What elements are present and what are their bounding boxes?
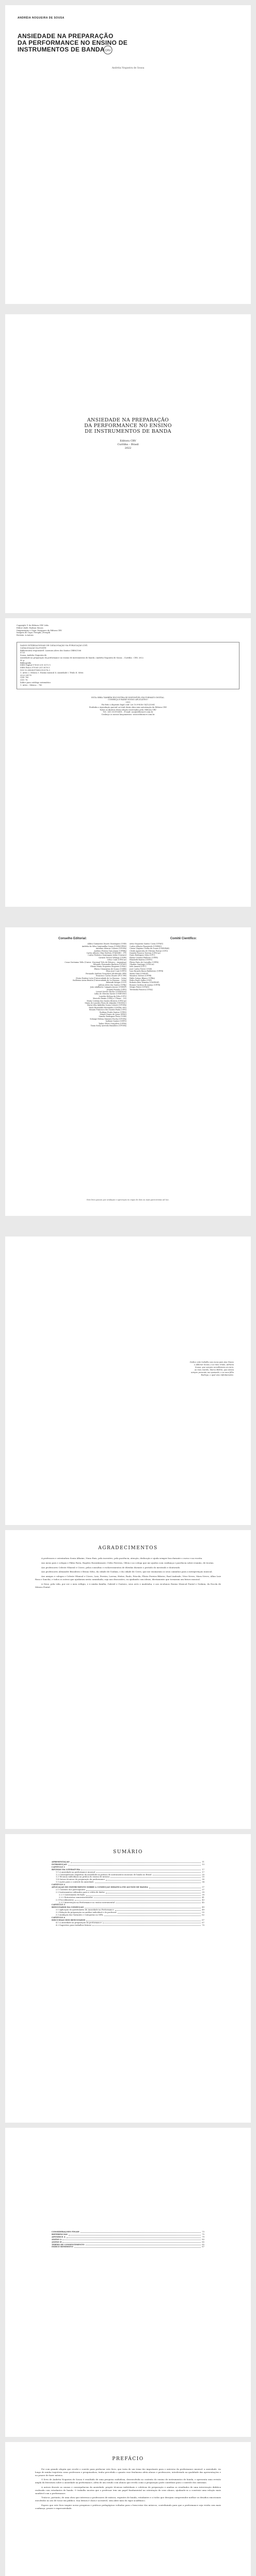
- toc-entry-page: 79: [202, 2235, 204, 2238]
- committee-member: Rosane Cardoso de Araújo (UFPR): [130, 984, 161, 986]
- cover-author: ANDRÉIA NOGUEIRA DE SOUSA: [18, 16, 65, 20]
- council-member: Maria de Lourdes Pinto de Almeida (UNOESC): [85, 1002, 126, 1004]
- toc-entry-page: 34: [202, 1881, 204, 1884]
- toc-entry-label: CAPÍTULO 3: [52, 1904, 65, 1906]
- toc-entry-page: 49: [202, 1909, 204, 1911]
- toc-entry-label: REVISÃO DA LITERATURA: [52, 1868, 81, 1871]
- toc-entry-label: CAPÍTULO 2: [52, 1884, 65, 1886]
- council-member: Josania Portela (UFPI): [106, 988, 126, 991]
- toc-entry-page: 13: [202, 1863, 204, 1866]
- cip-line: Bibliografia: [20, 662, 31, 664]
- committee-member: Maria Gatti (UNESP): [130, 972, 149, 975]
- cip-line: 2022-28178: [20, 674, 31, 676]
- legal-line: Foi feito o depósito legal conf. Lei 10.994 de 14/12/2004: [101, 703, 155, 706]
- toc-page-continued: [5, 2128, 251, 2437]
- toc-leader-dots: [69, 2233, 201, 2235]
- council-member: Helmuth Krüger (UCP): [106, 981, 126, 984]
- toc-leader-dots: [104, 1914, 201, 1916]
- toc-page: [5, 1834, 251, 2123]
- toc-entry-label: 3.2 Relação da preparação na análise individual e do professor: [56, 1911, 117, 1914]
- toc-entry-label: 2.3 Procedimentos: [56, 1899, 74, 1901]
- council-member: Lourdes Helena da Silva (UFV): [99, 995, 126, 997]
- council-member: Andréia da Silva Quintanilha Sousa (UNIR/UFRN): [82, 945, 126, 947]
- cover-title-line: ANSIEDADE NA PREPARAÇÃO: [18, 32, 114, 40]
- toc-leader-dots: [95, 1881, 201, 1883]
- cip-line: DADOS INTERNACIONAIS DE CATALOGAÇÃO NA PUBLICAÇÃO (CIP): [20, 644, 88, 647]
- council-member: Leonel Severo Rocha (UNISINOS): [96, 990, 126, 993]
- copyright-line: Copyright © da Editora CRV Ltda.: [17, 624, 49, 626]
- toc-leader-dots: [103, 1922, 201, 1924]
- council-member: Simone Rodrigues Pinto (UNB): [99, 1015, 126, 1018]
- toc-leader-dots: [85, 1906, 201, 1908]
- committee-member: Roberto Reis Teixeira (UNIFESP): [130, 981, 159, 984]
- legal-line: 2022: [125, 701, 131, 704]
- catalog-page: [5, 618, 251, 907]
- toc-leader-dots: [68, 1863, 201, 1866]
- preface-heading: PREFÁCIO: [112, 2456, 144, 2462]
- paragraph: A Deus, pela vida, por ser o meu refúgio, e à minha família, Gabriel e Gustavo, seus avós e madrinha, e aos ex-alunos Ensino Musical Pontal e Goiânia, da Escola de Música Pontal.: [35, 1582, 221, 1588]
- legal-line: Conheça os nossos lançamentos: www.editoracrv.com.br: [101, 714, 155, 716]
- publisher-name: Editora CRV: [120, 439, 136, 443]
- legal-line: Todos os direitos desta edição reservados pela: Editora CRV: [100, 708, 156, 711]
- toc-entry-page: 55: [202, 1911, 204, 1914]
- cover-page: [5, 5, 251, 304]
- toc-leader-dots: [81, 2231, 201, 2233]
- council-member: Rodrigo Pratte-Santos (UFES): [100, 1011, 126, 1013]
- toc-entry-label: 1.3 Técnicas individuais na prática do ensino de música: [56, 1876, 110, 1878]
- catalog-credit-line: Imagem de Capa: Freepik | Freepik: [17, 632, 50, 634]
- council-member: Sydione Santos (UEPG): [105, 1020, 126, 1023]
- toc-leader-dots: [86, 1894, 201, 1896]
- editorial-council-column: [19, 938, 126, 1027]
- committee-member: Pedro Paulo Salles (USP): [130, 979, 152, 981]
- cover-title-line: DA PERFORMANCE NO ENSINO DE: [18, 39, 128, 46]
- toc-entry-label: 2.2.1 Questionário fechado: [59, 1893, 85, 1896]
- toc-entry-label: INTRODUÇÃO: [52, 1863, 67, 1866]
- committee-member: Inês Amaral (UFU): [130, 965, 147, 968]
- cip-line: 1. Artes – Música – 780: [20, 684, 42, 686]
- toc-entry-label: CAPÍTULO 1: [52, 1866, 65, 1868]
- dedication-line: Rodrigo, o qual amo infinitamente.: [201, 1374, 234, 1376]
- toc-heading: SUMÁRIO: [113, 1850, 143, 1855]
- toc-leader-dots: [118, 1911, 201, 1913]
- toc-entry-page: 87: [202, 2246, 204, 2248]
- editorial-council-page: [5, 927, 251, 1216]
- toc-leader-dots: [67, 2236, 201, 2238]
- cip-line: S725: [20, 652, 25, 654]
- toc-entry-label: 3.1 Aplicação do questionário de Ansiedade na Performance: [56, 1909, 114, 1911]
- toc-entry-page: 20: [202, 1873, 204, 1876]
- toc-leader-dots: [86, 1919, 201, 1921]
- toc-entry-label: ANEXO A: [52, 2238, 62, 2241]
- scientific-committee-heading: Comitê Científico:: [170, 937, 197, 940]
- cip-line: ISBN Físico 978-65-251-3076-3: [20, 667, 50, 669]
- council-member: Élsio José Corá (UFFS): [106, 970, 126, 973]
- cip-line: Ansiedade na preparação da performance no ensino de instrumentos de banda / Andréia Nogueira de Sousa – Curitiba : CRV, 2022.: [20, 656, 144, 659]
- paragraph: A autora discute as causas e consequências da ansiedade, propõe técnicas individuais e coletivas de preparação e analisa os resultados de uma intervenção didática realizada com estudantes de banda. O trabalho mostra que o professor tem um papel fundamental na orientação de seus alunos, ajudando-os a construir uma relação mais saudável com a performance.: [35, 2485, 221, 2495]
- toc-entry-label: 1.4 Outras técnicas de preparação da performance: [56, 1878, 105, 1881]
- toc-leader-dots: [106, 1891, 201, 1893]
- toc-leader-dots: [81, 1869, 201, 1871]
- paragraph: Aos professores Alexandre Brasileiro e Bruno Silva, da cidade de Goiânia, e da cidade de Ceres, que me ensinaram os seus caminhos para a interpretação musical.: [41, 1570, 213, 1573]
- toc-leader-dots: [71, 1861, 201, 1863]
- committee-member: Terezinha Fonseca (UFAL): [130, 988, 153, 991]
- council-member: Cesar Gerónimo Tello (Univer .Nacional Três de Febrero – Argentina): [65, 961, 126, 963]
- toc-entry-page: 39: [202, 1891, 204, 1893]
- council-member: Anselmo Alencar Colares (UFOPA): [95, 947, 126, 950]
- cip-line: CATALOGAÇÃO NA FONTE: [20, 647, 46, 649]
- committee-member: Pablo Sotuyo Blanco (UFBA): [130, 977, 155, 979]
- committee-member: Dario Rodrigues Silva (UFU): [130, 954, 155, 957]
- cip-line: CDD 780: [20, 676, 29, 679]
- toc-entry-page: 75: [202, 2233, 204, 2235]
- cover-author-footer: Andréia Nogueira de Sousa: [111, 67, 145, 70]
- catalog-credits: [17, 627, 239, 637]
- council-member: Maria Cristina dos Santos Bezerra (UFSCar): [87, 999, 126, 1002]
- committee-member: Luiz Ricardo Basso Ballestero (UFPR): [130, 970, 164, 973]
- catalog-credit-line: Revisão: A Autora: [17, 634, 34, 637]
- dedication-line: e Aldenor Sousa, e ao meu irmão, Adriano: [194, 1364, 234, 1366]
- council-member: Carlos Alberto Vilar Estêvão (UMINHO – PT): [86, 952, 126, 955]
- toc-entry-label: ANEXO B: [52, 2241, 62, 2243]
- toc-entry-page: 73: [202, 2231, 204, 2233]
- toc-leader-dots: [116, 1902, 201, 1904]
- dedication-line: sempre presente me apoiando, e ao meu filho: [190, 1371, 234, 1374]
- council-member: Maria Lília Imbiriba Sousa Colares (UFOPA): [87, 1004, 126, 1007]
- editorial-council-heading: Conselho Editorial:: [58, 937, 87, 940]
- toc-entry-label: CONSIDERAÇÕES FINAIS: [52, 2231, 79, 2233]
- cip-line: 1. Artes 2. Música 3. Ensino musical 4. Ansiedade I. Título II. Série.: [20, 671, 84, 674]
- council-member: Lídia de Oliveira Xavier (UNIEURO): [94, 993, 126, 995]
- toc-entry-label: CAPÍTULO 4: [52, 1916, 65, 1919]
- toc-entry-page: 67: [202, 1921, 204, 1924]
- title-line: DE INSTRUMENTOS DE BANDA: [85, 429, 171, 434]
- cip-line: Bibliotecária responsável: Luzenira Alves dos Santos CRB9/1506: [20, 649, 82, 652]
- dedication-text: [157, 1361, 234, 1377]
- paragraph: Aos professores Celeste Nhiaval e Cícero, pelas consultas e esclarecimentos de dúvidas durante o período do mestrado e doutorado.: [41, 1566, 181, 1569]
- cip-line: Índice para catálogo sistemático: [20, 681, 51, 684]
- council-member: Tadeu Oliver Gonçalves (UFPA): [99, 1022, 126, 1025]
- toc-entry-label: ÍNDICE REMISSIVO: [52, 2246, 73, 2248]
- cip-line: ISBN Digital 978-65-251-3072-5: [20, 664, 51, 667]
- toc-entry-page: 25: [202, 1876, 204, 1878]
- legal-notice: [17, 697, 239, 716]
- paragraph: Trata-se, portanto, de uma obra que interessa a professores de música, regentes de banda, estudantes e a todos que desejam compreender melhor os desafios emocionais envolvidos no ato de tocar em público. Sua leitura é clara e acessível, sem abrir mão do rigor acadêmico.: [35, 2496, 221, 2502]
- publisher-logo-icon: [103, 45, 113, 55]
- toc-entry-page: 37: [202, 1886, 204, 1889]
- toc-leader-dots: [96, 1871, 201, 1873]
- council-member: Eduardo Fernandes Barbosa (UFMG): [93, 963, 126, 966]
- committee-member: Elizabeth Bairros (UEPG): [130, 959, 152, 961]
- council-member: Francisco Carlos Duarte (PUC-PR): [95, 975, 126, 977]
- committee-member: Cleide Aparecida de Oliveira Ferrari (UFG): [130, 950, 168, 952]
- peer-review-note: Este livro passou por avaliação e aprovação às cegas de dois ou mais pareceristas ad hoc.: [87, 1199, 169, 1201]
- title-page-title: [5, 417, 251, 434]
- toc-entry-page: 39: [202, 1893, 204, 1896]
- scientific-committee-column: [130, 938, 237, 1027]
- committee-member: Eliane Cristina Pinheiro (UFPR): [130, 956, 158, 959]
- preface-page: [5, 2442, 251, 2576]
- committee-member: Mauricio Dottori (UFPR): [130, 975, 152, 977]
- council-member: Carlos Federico Dominguez Avila (Unieuro): [88, 954, 126, 957]
- council-member: Paulo Romualdo Hernandes (UNIFAL-MG): [89, 1006, 126, 1009]
- toc-leader-dots: [62, 2241, 201, 2243]
- toc-entry-page: 41: [202, 1896, 204, 1899]
- cip-line: DOI 10.24824/978652513076.3: [20, 669, 50, 671]
- cover-title-line: INSTRUMENTOS DE BANDA: [18, 46, 105, 53]
- council-member: Elione Maria Nogueira Diogenes (UFAL): [90, 965, 126, 968]
- dedication-page: [5, 1236, 251, 1525]
- council-member: João Adalberto Campato Junior (UNESP): [90, 986, 126, 989]
- title-page-publisher: [5, 439, 251, 450]
- paragraph: Aos meus pais e colegas e Fábio Paiva, Rogério Rosenkranzer, Clelio Ferreira, Olívia e ao colega que me ajudou com confiança e paciência sobre reunião, de teorias.: [41, 1561, 214, 1564]
- cover-title: [18, 33, 172, 53]
- toc-entry-label: REFERÊNCIAS: [52, 2233, 68, 2235]
- council-member: Jailson Alves dos Santos (UFRJ): [98, 984, 126, 986]
- toc-entry-page: 17: [202, 1871, 204, 1873]
- toc-entry-label: APRESENTAÇÃO: [52, 1861, 70, 1863]
- council-member: Solange Helena Ximenes-Rocha (UFOPA): [90, 1018, 126, 1020]
- committee-member: Cássia Virgínia Coelho de Souza (UNESPAR): [130, 947, 169, 950]
- title-page: [5, 314, 251, 613]
- cip-line: CDU 78: [20, 679, 28, 682]
- toc-entry-label: 1.1 A ansiedade na performance musical: [56, 1871, 95, 1873]
- toc-entry-page: 85: [202, 2243, 204, 2246]
- toc-entry-page: 43: [202, 1899, 204, 1901]
- toc-leader-dots: [92, 1924, 201, 1926]
- cip-line: Sousa, Andréia Nogueira de: [20, 654, 47, 657]
- toc-entry-label: 2.1 Contexto dos participantes: [56, 1888, 86, 1891]
- toc-entry-label: 4.1 A ansiedade na preparação da performance: [56, 1921, 102, 1924]
- toc-entry-page: 83: [202, 2238, 204, 2241]
- dedication-line: Sousa, que sempre acreditaram em mim,: [195, 1366, 234, 1368]
- council-member: Carmen Tereza Velanga (UNIR): [98, 956, 126, 959]
- toc-entry-label: 4.2 Sugestões para trabalhos futuros: [56, 1924, 92, 1926]
- toc-entry-label: APÊNDICE A: [52, 2235, 66, 2238]
- toc-entry-page: 11: [202, 1861, 204, 1863]
- council-member: Celso Conti (UFSCar): [107, 959, 126, 961]
- legal-line: CONHEÇA E BAIXE NOSSO APLICATIVO!: [108, 699, 148, 701]
- council-member: Gloria Fariñas León (Universidade de La Havana – Cuba): [75, 977, 126, 979]
- toc-entry-page: 70: [202, 1924, 204, 1926]
- cip-box: [17, 642, 239, 689]
- council-member: Antônio Pereira Gaio Júnior (UFRRJ): [94, 950, 126, 952]
- committee-member: Daniela Fonseca Torrens (UFSCar): [130, 952, 161, 955]
- council-member: Fernando Antônio Gonçalves Alcoforado (IPB): [85, 972, 126, 975]
- council-member: Marcelo Paixão (UFRJ e UTexas – US): [92, 997, 126, 1000]
- council-member: Sérgio Nunes de Jesus (IFRO): [100, 1013, 126, 1015]
- toc-entry-label: APLICAÇÃO DO INSTRUMENTO SOBRE A CONDUÇÃO DIDÁTICA EM ALUNOS DE BANDA: [52, 1886, 148, 1889]
- committee-member: Carlos Alberto Figueiredo (UNIRIO): [130, 945, 162, 947]
- toc-entry-page: 67: [202, 1919, 204, 1921]
- paragraph: Aos amigos e colegas e Celeste Nhiaval e Cícero, Luiz, Pereira, Lorena, Heitor, Paulo, Priscila, Flávio Pereira Ribeiro, Raul Andrade, Vitor Neves, Mara Neves, Allan Luiz Rosa e Sancha, e todos os outros que ajudaram nesta caminhada, seja nas discussões, ou ajudando com ideias, diretamente que tornaram um futuro musical.: [35, 1575, 221, 1581]
- toc-entry-label: 2.2.2 Entrevistas semiestruturadas: [59, 1896, 93, 1899]
- dedication-line: Dedico este trabalho aos meus pais Ana Naves: [189, 1361, 234, 1363]
- paragraph: O livro de Andréia Nogueira de Sousa é resultado de uma pesquisa cuidadosa, desenvolvida no contexto do ensino de instrumentos de banda, e apresenta uma revisão ampla da literatura sobre a ansiedade na performance, além de um estudo com alunos que revela como a preparação pode contribuir para o controle dos sintomas.: [35, 2478, 221, 2484]
- toc-leader-dots: [149, 1886, 201, 1888]
- paragraph: Foi com grande alegria que recebi o convite para prefaciar este livro, que trata de um tema tão importante para o universo da performance musical: a ansiedade. Ao longo de minha trajetória como professora e pesquisadora, tenho percebido o quanto esse fenômeno afeta alunos e professores, interferindo na qualidade das apresentações e no prazer de fazer música.: [35, 2468, 221, 2477]
- title-line: ANSIEDADE NA PREPARAÇÃO: [87, 417, 169, 423]
- title-line: DA PERFORMANCE NO ENSINO: [84, 423, 172, 429]
- toc-entry-label: 3.3 Avaliação das Variantes e Categorias no MPA: [56, 1914, 103, 1917]
- toc-entry-label: 2.2 Instrumentos utilizados para a coleta de dados: [56, 1891, 105, 1893]
- toc-entry-label: RESULTADOS DA CONDUÇÃO: [52, 1906, 84, 1909]
- publication-year: 2022: [124, 447, 132, 450]
- toc-leader-dots: [86, 1889, 201, 1891]
- catalog-credit-line: Editor-chefe: Railson Moura: [17, 626, 43, 629]
- council-member: Guillermo Arias Beatón (Universidade de La Havana – Cuba): [72, 979, 126, 981]
- toc-entry-page: 30: [202, 1878, 204, 1881]
- committee-member: Sérgio Freire (UFMG): [130, 986, 150, 989]
- council-member: Tania Suely Azevedo Brasileiro (UFOPA): [90, 1025, 126, 1027]
- publisher-city: Curitiba – Brasil: [117, 443, 139, 446]
- toc-leader-dots: [62, 2239, 201, 2241]
- acknowledgments-page: [5, 1530, 251, 1829]
- committee-member: José Carlos Freire (UNB): [130, 968, 152, 970]
- toc-leader-dots: [94, 1896, 201, 1899]
- toc-entry-label: 1.2 Consequências negativas da ansiedade na prática de instrumentos musicais de banda no Brasil: [56, 1873, 152, 1876]
- dedication-line: ao meu marido, Marco Bellini, que estava: [194, 1369, 234, 1371]
- toc-entry-page: 17: [202, 1868, 204, 1871]
- council-member: Renato Francisco dos Santos Paula (UFG): [89, 1009, 126, 1011]
- acknowledgments-heading: AGRADECIMENTOS: [98, 1546, 158, 1551]
- legal-line: ESTA OBRA TAMBÉM ENCONTRA-SE DISPONÍVEL EM FORMATO DIGITAL.: [91, 696, 165, 699]
- legal-line: Tel.: (41) 3039-6418 – E-mail: sac@editoracrv.com.br: [103, 711, 153, 714]
- committee-member: Glauber Santiago (UFSCar): [130, 963, 154, 966]
- toc-leader-dots: [153, 1874, 201, 1876]
- council-member: Elizeu Clementino de Souza (UNEB): [94, 968, 126, 970]
- committee-member: Flávia Pinto de Carvalho (UFPR): [130, 961, 159, 963]
- toc-entry-page: 37: [202, 1888, 204, 1891]
- toc-leader-dots: [74, 2246, 201, 2248]
- paragraph: A professora e orientadora Sonia Albaine, Nuno Ruiz, pela incentivo, pela paciência, atenção, dedicação e ajuda sempre boa durante o curso e na escrita.: [41, 1557, 203, 1560]
- toc-leader-dots: [106, 1878, 201, 1880]
- toc-entry-label: 1.5 Ações para o controle da ansiedade: [56, 1881, 94, 1884]
- svg-text:CRV: CRV: [105, 49, 111, 53]
- toc-entry-label: DISCUSSÃO DOS RESULTADOS: [52, 1919, 86, 1921]
- toc-entry-label: 2.3.1 Intervenção na Performance no ensino instrumental: [59, 1901, 115, 1904]
- council-member: Aldira Guimarães Duarte Domínguez (UNB): [87, 943, 126, 945]
- toc-entry-page: 62: [202, 1914, 204, 1917]
- cip-line: 90 p.: [20, 659, 25, 662]
- toc-entry-page: 45: [202, 1901, 204, 1904]
- legal-line: Proibida a reprodução parcial ou total desta obra sem autorização da Editora CRV: [89, 706, 167, 708]
- catalog-credit-line: Diagramação e Capa: Designers da Editora CRV: [17, 629, 62, 632]
- paragraph: Espero que este livro inspire novas pesquisas e práticas pedagógicas voltadas para o bem-estar dos músicos, contribuindo para que a performance seja vivida com mais confiança, prazer e expressividade.: [35, 2503, 221, 2510]
- committee-member: Artur Nogueira Santos Costa (UFMG): [130, 943, 164, 945]
- toc-entry-label: TERMO DE CONSENTIMENTO: [52, 2243, 85, 2246]
- toc-leader-dots: [75, 1899, 201, 1901]
- toc-leader-dots: [115, 1909, 201, 1911]
- toc-entry-page: 85: [202, 2241, 204, 2243]
- toc-leader-dots: [110, 1876, 201, 1878]
- toc-leader-dots: [86, 2244, 201, 2246]
- toc-entry-page: 49: [202, 1906, 204, 1909]
